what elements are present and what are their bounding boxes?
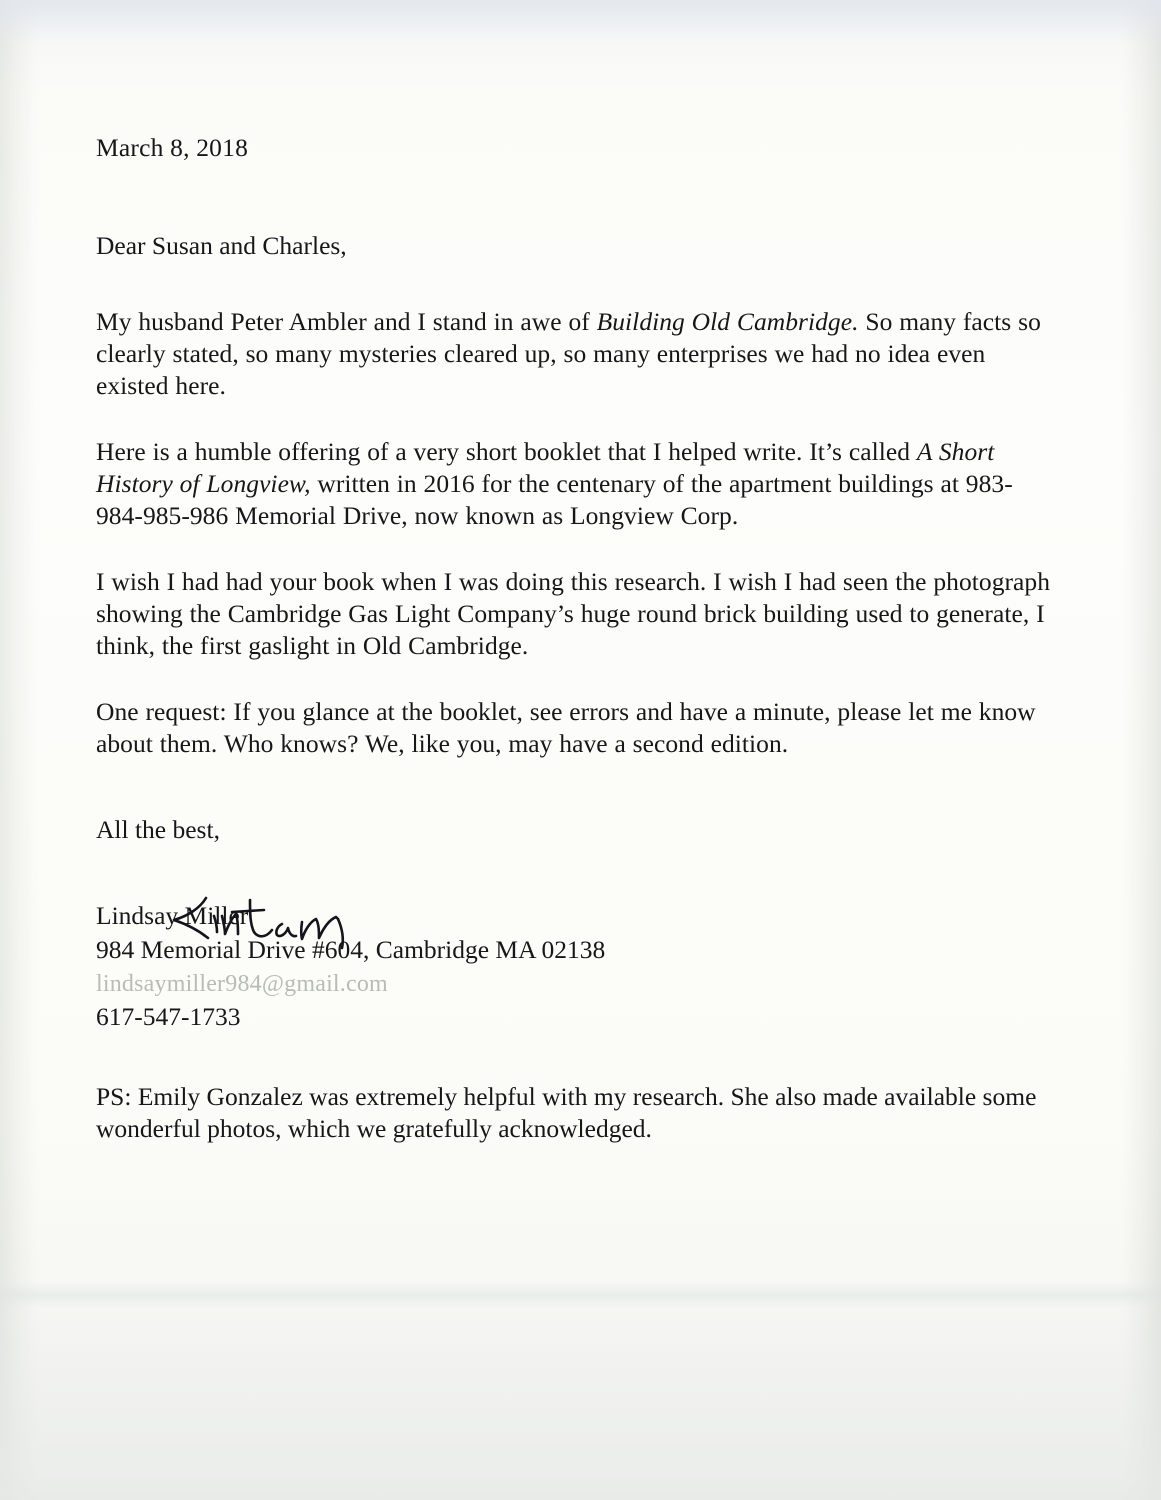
postscript: PS: Emily Gonzalez was extremely helpful with my research. She also made available some wonderful photos, which we gratefully acknowledged. bbox=[96, 1082, 1037, 1144]
book-title-building-old-cambridge: Building Old Cambridge. bbox=[596, 307, 859, 336]
letter-date: March 8, 2018 bbox=[96, 133, 249, 162]
letter-salutation: Dear Susan and Charles, bbox=[96, 231, 347, 260]
letter-body bbox=[96, 132, 1056, 1145]
paragraph-2-after: written in 2016 for the centenary of the apartment buildings at 983-984-985-986 Memorial Drive, now known as Longview Corp. bbox=[96, 469, 1013, 530]
paragraph-1-before: My husband Peter Ambler and I stand in awe of bbox=[96, 307, 597, 336]
paragraph-2 bbox=[96, 436, 1056, 532]
booklet-title-a-short-history-of-longview: A Short History of Longview, bbox=[96, 437, 995, 498]
letter-closing: All the best, bbox=[96, 815, 220, 844]
paragraph-1-after: So many facts so clearly stated, so many mysteries cleared up, so many enterprises we had no idea even existed here. bbox=[96, 307, 1041, 400]
paragraph-1 bbox=[96, 306, 1056, 402]
scan-shadow-top bbox=[0, 0, 1161, 46]
paragraph-4: One request: If you glance at the booklet, see errors and have a minute, please let me know about them. Who knows? We, like you, may have a second edition. bbox=[96, 697, 1036, 758]
signature-block bbox=[96, 900, 1056, 1033]
signature-address: 984 Memorial Drive #604, Cambridge MA 02138 bbox=[96, 935, 606, 964]
scan-shadow-bottom bbox=[0, 1290, 1161, 1500]
paragraph-2-before: Here is a humble offering of a very short booklet that I helped write. It’s called bbox=[96, 437, 917, 466]
signature-phone: 617-547-1733 bbox=[96, 1002, 241, 1032]
paragraph-3: I wish I had had your book when I was doing this research. I wish I had seen the photograph showing the Cambridge Gas Light Company’s huge round brick building used to generate, I think, the first gaslight in Old Cambridge. bbox=[96, 567, 1051, 660]
signature-name: Lindsay Miller bbox=[96, 901, 249, 930]
signature-email: lindsaymiller984@gmail.com bbox=[96, 971, 388, 997]
scan-shadow-middle bbox=[0, 1282, 1161, 1308]
